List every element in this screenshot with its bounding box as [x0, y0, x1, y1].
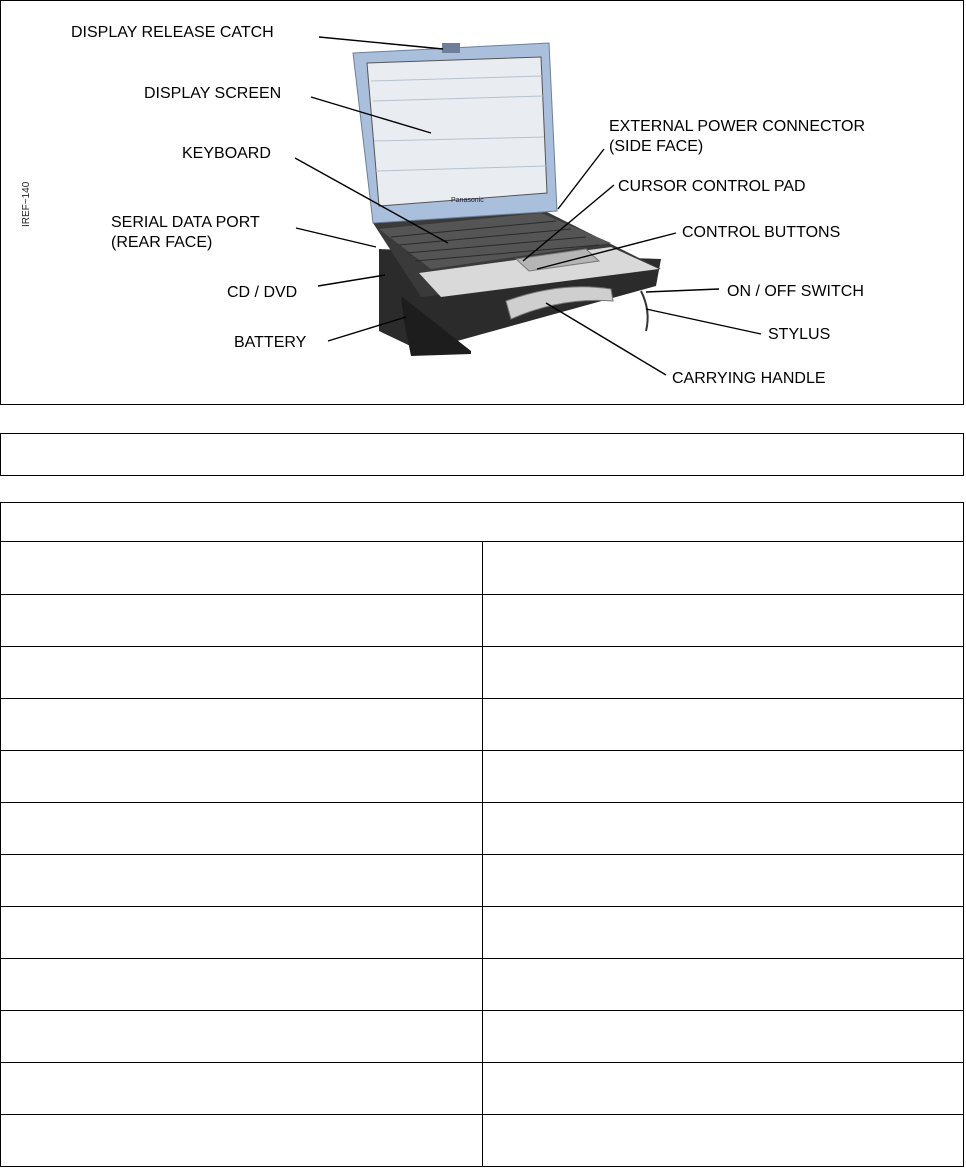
table-cell-item [1, 959, 483, 1011]
table-cell-description [482, 595, 964, 647]
laptop-illustration [1, 1, 965, 406]
table-cell-description [482, 803, 964, 855]
table-row [1, 1063, 964, 1115]
figure-panel [0, 0, 964, 405]
callout-on-off-switch: ON / OFF SWITCH [727, 283, 864, 300]
table-cell-item [1, 1063, 483, 1115]
callout-carrying-handle: CARRYING HANDLE [672, 370, 826, 387]
table-cell-item [1, 1115, 483, 1167]
table-row [1, 803, 964, 855]
callout-external-power-connector-location: (SIDE FACE) [609, 138, 704, 155]
table-row [1, 699, 964, 751]
callout-control-buttons: CONTROL BUTTONS [682, 224, 841, 241]
table-cell-item [1, 542, 483, 595]
table-cell-description [482, 1063, 964, 1115]
table-row [1, 751, 964, 803]
table-cell-item [1, 647, 483, 699]
table-cell-description [482, 1115, 964, 1167]
callout-display-screen: DISPLAY SCREEN [144, 85, 282, 102]
callout-stylus: STYLUS [768, 326, 831, 343]
table-row [1, 542, 964, 595]
callout-display-release-catch: DISPLAY RELEASE CATCH [71, 24, 274, 41]
table-cell-item [1, 595, 483, 647]
table-header [1, 503, 964, 542]
figure-reference-code: IREF~140 [21, 181, 32, 227]
table-cell-item [1, 907, 483, 959]
table-cell-item [1, 699, 483, 751]
table-row [1, 907, 964, 959]
table-cell-description [482, 907, 964, 959]
callout-external-power-connector: EXTERNAL POWER CONNECTOR [609, 118, 866, 135]
table-cell-item [1, 751, 483, 803]
table-cell-description [482, 542, 964, 595]
callout-serial-data-port-location: (REAR FACE) [111, 234, 213, 251]
table-cell-item [1, 1011, 483, 1063]
table-cell-description [482, 751, 964, 803]
table-row [1, 595, 964, 647]
table-row [1, 959, 964, 1011]
key-table [0, 502, 964, 1167]
callout-serial-data-port: SERIAL DATA PORT [111, 214, 260, 231]
table-row [1, 1115, 964, 1167]
table-row [1, 647, 964, 699]
callout-keyboard: KEYBOARD [182, 145, 271, 162]
table-cell-description [482, 1011, 964, 1063]
table-cell-description [482, 959, 964, 1011]
table-row [1, 855, 964, 907]
table-row [1, 1011, 964, 1063]
callout-cd-dvd: CD / DVD [227, 284, 298, 301]
table-cell-description [482, 855, 964, 907]
table-cell-item [1, 855, 483, 907]
table-cell-item [1, 803, 483, 855]
table-cell-description [482, 647, 964, 699]
callout-cursor-control-pad: CURSOR CONTROL PAD [618, 178, 806, 195]
brand-logo: Panasonic [451, 197, 484, 204]
table-cell-description [482, 699, 964, 751]
figure-caption-box [0, 433, 964, 476]
callout-battery: BATTERY [234, 334, 307, 351]
